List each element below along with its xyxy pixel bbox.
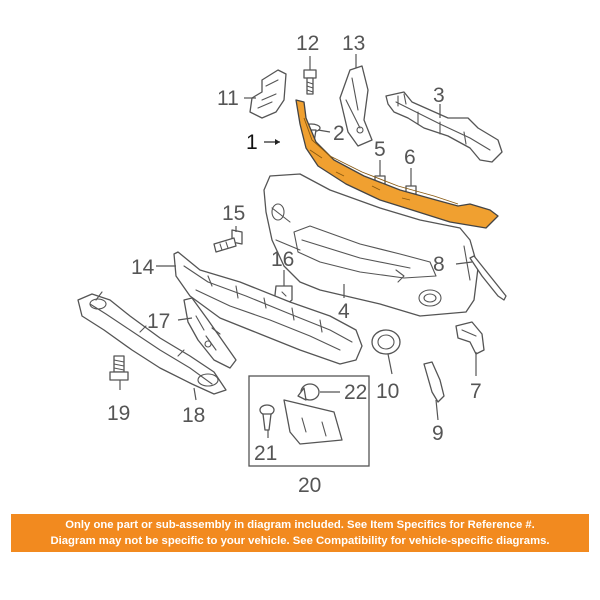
part-11-bracket[interactable] xyxy=(250,70,286,118)
callout-19: 19 xyxy=(107,402,131,425)
part-10-grommet[interactable] xyxy=(372,330,400,354)
part-22-clip[interactable] xyxy=(298,384,319,400)
callout-1: 1 xyxy=(246,131,258,154)
part-20-license-bracket[interactable] xyxy=(284,400,342,444)
part-15-bolt[interactable] xyxy=(214,230,242,252)
callout-9: 9 xyxy=(432,422,444,445)
callout-15: 15 xyxy=(222,202,246,225)
part-19-bolt[interactable] xyxy=(110,356,128,380)
part-13-bracket[interactable] xyxy=(340,66,372,146)
callout-5: 5 xyxy=(374,138,386,161)
callout-3: 3 xyxy=(433,84,445,107)
callout-10: 10 xyxy=(376,380,400,403)
disclaimer-line-2: Diagram may not be specific to your vehicle. See Compatibility for vehicle-specific diagrams. xyxy=(50,535,550,547)
callout-11: 11 xyxy=(217,87,239,110)
callout-12: 12 xyxy=(296,32,320,55)
part-12-bolt[interactable] xyxy=(304,70,316,94)
callout-21: 21 xyxy=(254,442,278,465)
callout-6: 6 xyxy=(404,146,416,169)
callout-16: 16 xyxy=(271,248,295,271)
disclaimer-line-1: Only one part or sub-assembly in diagram included. See Item Specifics for Reference #. xyxy=(65,519,535,531)
callout-22: 22 xyxy=(344,381,368,404)
callout-2: 2 xyxy=(333,122,345,145)
callout-4: 4 xyxy=(338,300,350,323)
callout-17: 17 xyxy=(147,310,171,333)
part-7-bracket[interactable] xyxy=(456,322,484,354)
part-21-screw[interactable] xyxy=(260,405,274,430)
part-9-bracket[interactable] xyxy=(424,362,444,402)
callout-8: 8 xyxy=(433,253,445,276)
callout-7: 7 xyxy=(470,380,482,403)
callout-18: 18 xyxy=(182,404,206,427)
callout-13: 13 xyxy=(342,32,366,55)
callout-14: 14 xyxy=(131,256,155,279)
callout-20: 20 xyxy=(298,474,322,497)
disclaimer-banner xyxy=(11,514,589,552)
